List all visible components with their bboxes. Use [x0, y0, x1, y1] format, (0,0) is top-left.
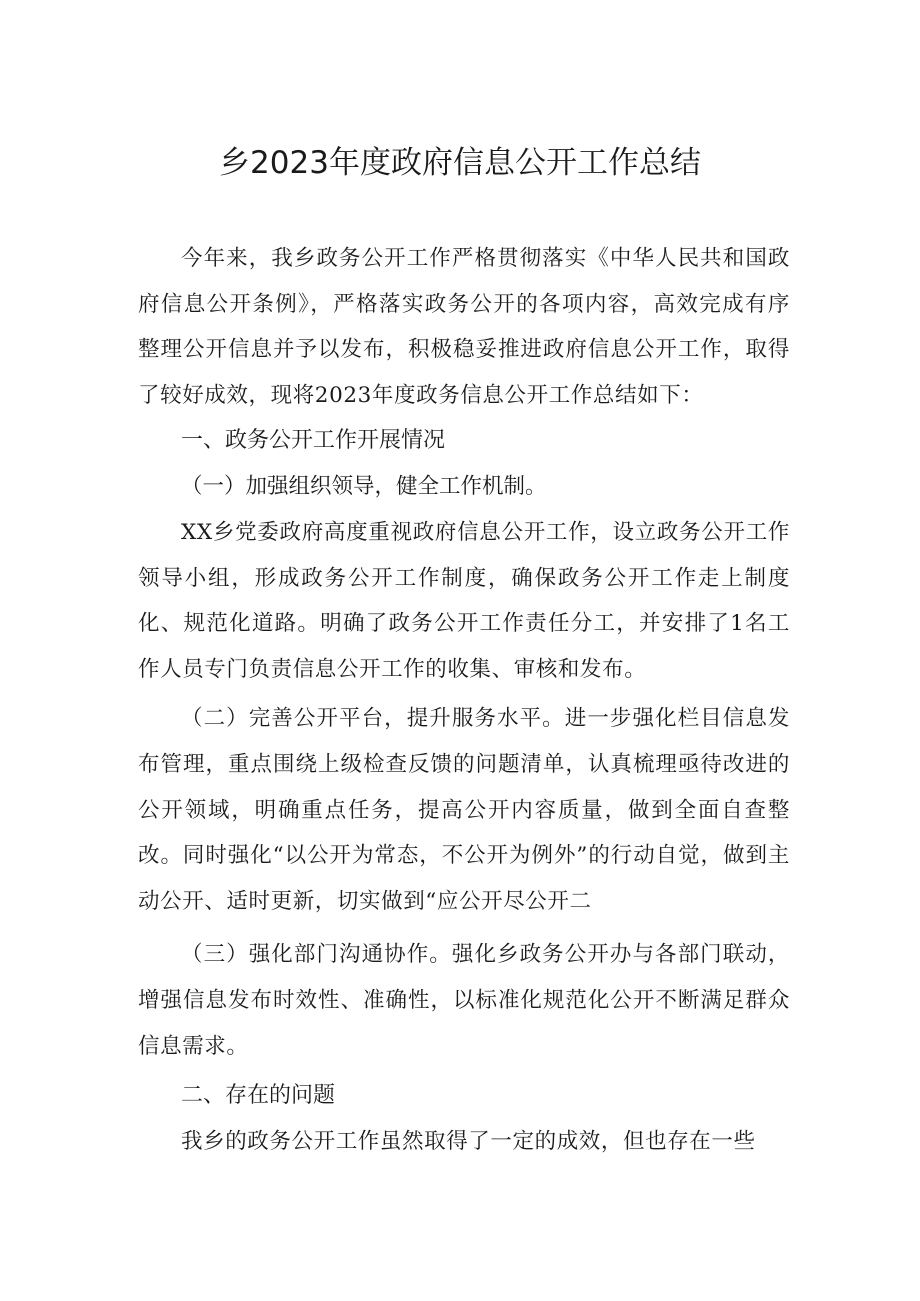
- section-1-sub-2-body: （二）完善公开平台，提升服务水平。进一步强化栏目信息发布管理，重点围绕上级检查反馈的问题清单，认真梳理亟待改进的公开领域，明确重点任务，提高公开内容质量，做到全面自查整改。同时强化“以公开为常态，不公开为例外”的行动自觉，做到主动公开、适时更新，切实做到“应公开尽公开二: [138, 706, 790, 914]
- section-1-sub-3-body: （三）强化部门沟通协作。强化乡政务公开办与各部门联动，增强信息发布时效性、准确性，以标准化规范化公开不断满足群众信息需求。: [138, 942, 790, 1059]
- document-title: 乡2023年度政府信息公开工作总结: [219, 145, 701, 181]
- section-1-sub-1-title: （一）加强组织领导，健全工作机制。: [181, 474, 547, 500]
- document-body: [138, 236, 790, 1165]
- section-2-heading: 二、存在的问题: [181, 1083, 336, 1109]
- section-1-sub-1-body: XX乡党委政府高度重视政府信息公开工作，设立政务公开工作领导小组，形成政务公开工作制度，确保政务公开工作走上制度化、规范化道路。明确了政务公开工作责任分工，并安排了1名工作人员专门负责信息公开工作的收集、审核和发布。: [138, 519, 790, 682]
- intro-paragraph: 今年来，我乡政务公开工作严格贯彻落实《中华人民共和国政府信息公开条例》，严格落实政务公开的各项内容，高效完成有序整理公开信息并予以发布，积极稳妥推进政府信息公开工作，取得了较好成效，现将2023年度政务信息公开工作总结如下：: [138, 246, 790, 408]
- section-1-heading: 一、政务公开工作开展情况: [181, 428, 446, 454]
- section-2-body: 我乡的政务公开工作虽然取得了一定的成效，但也存在一些: [181, 1129, 756, 1155]
